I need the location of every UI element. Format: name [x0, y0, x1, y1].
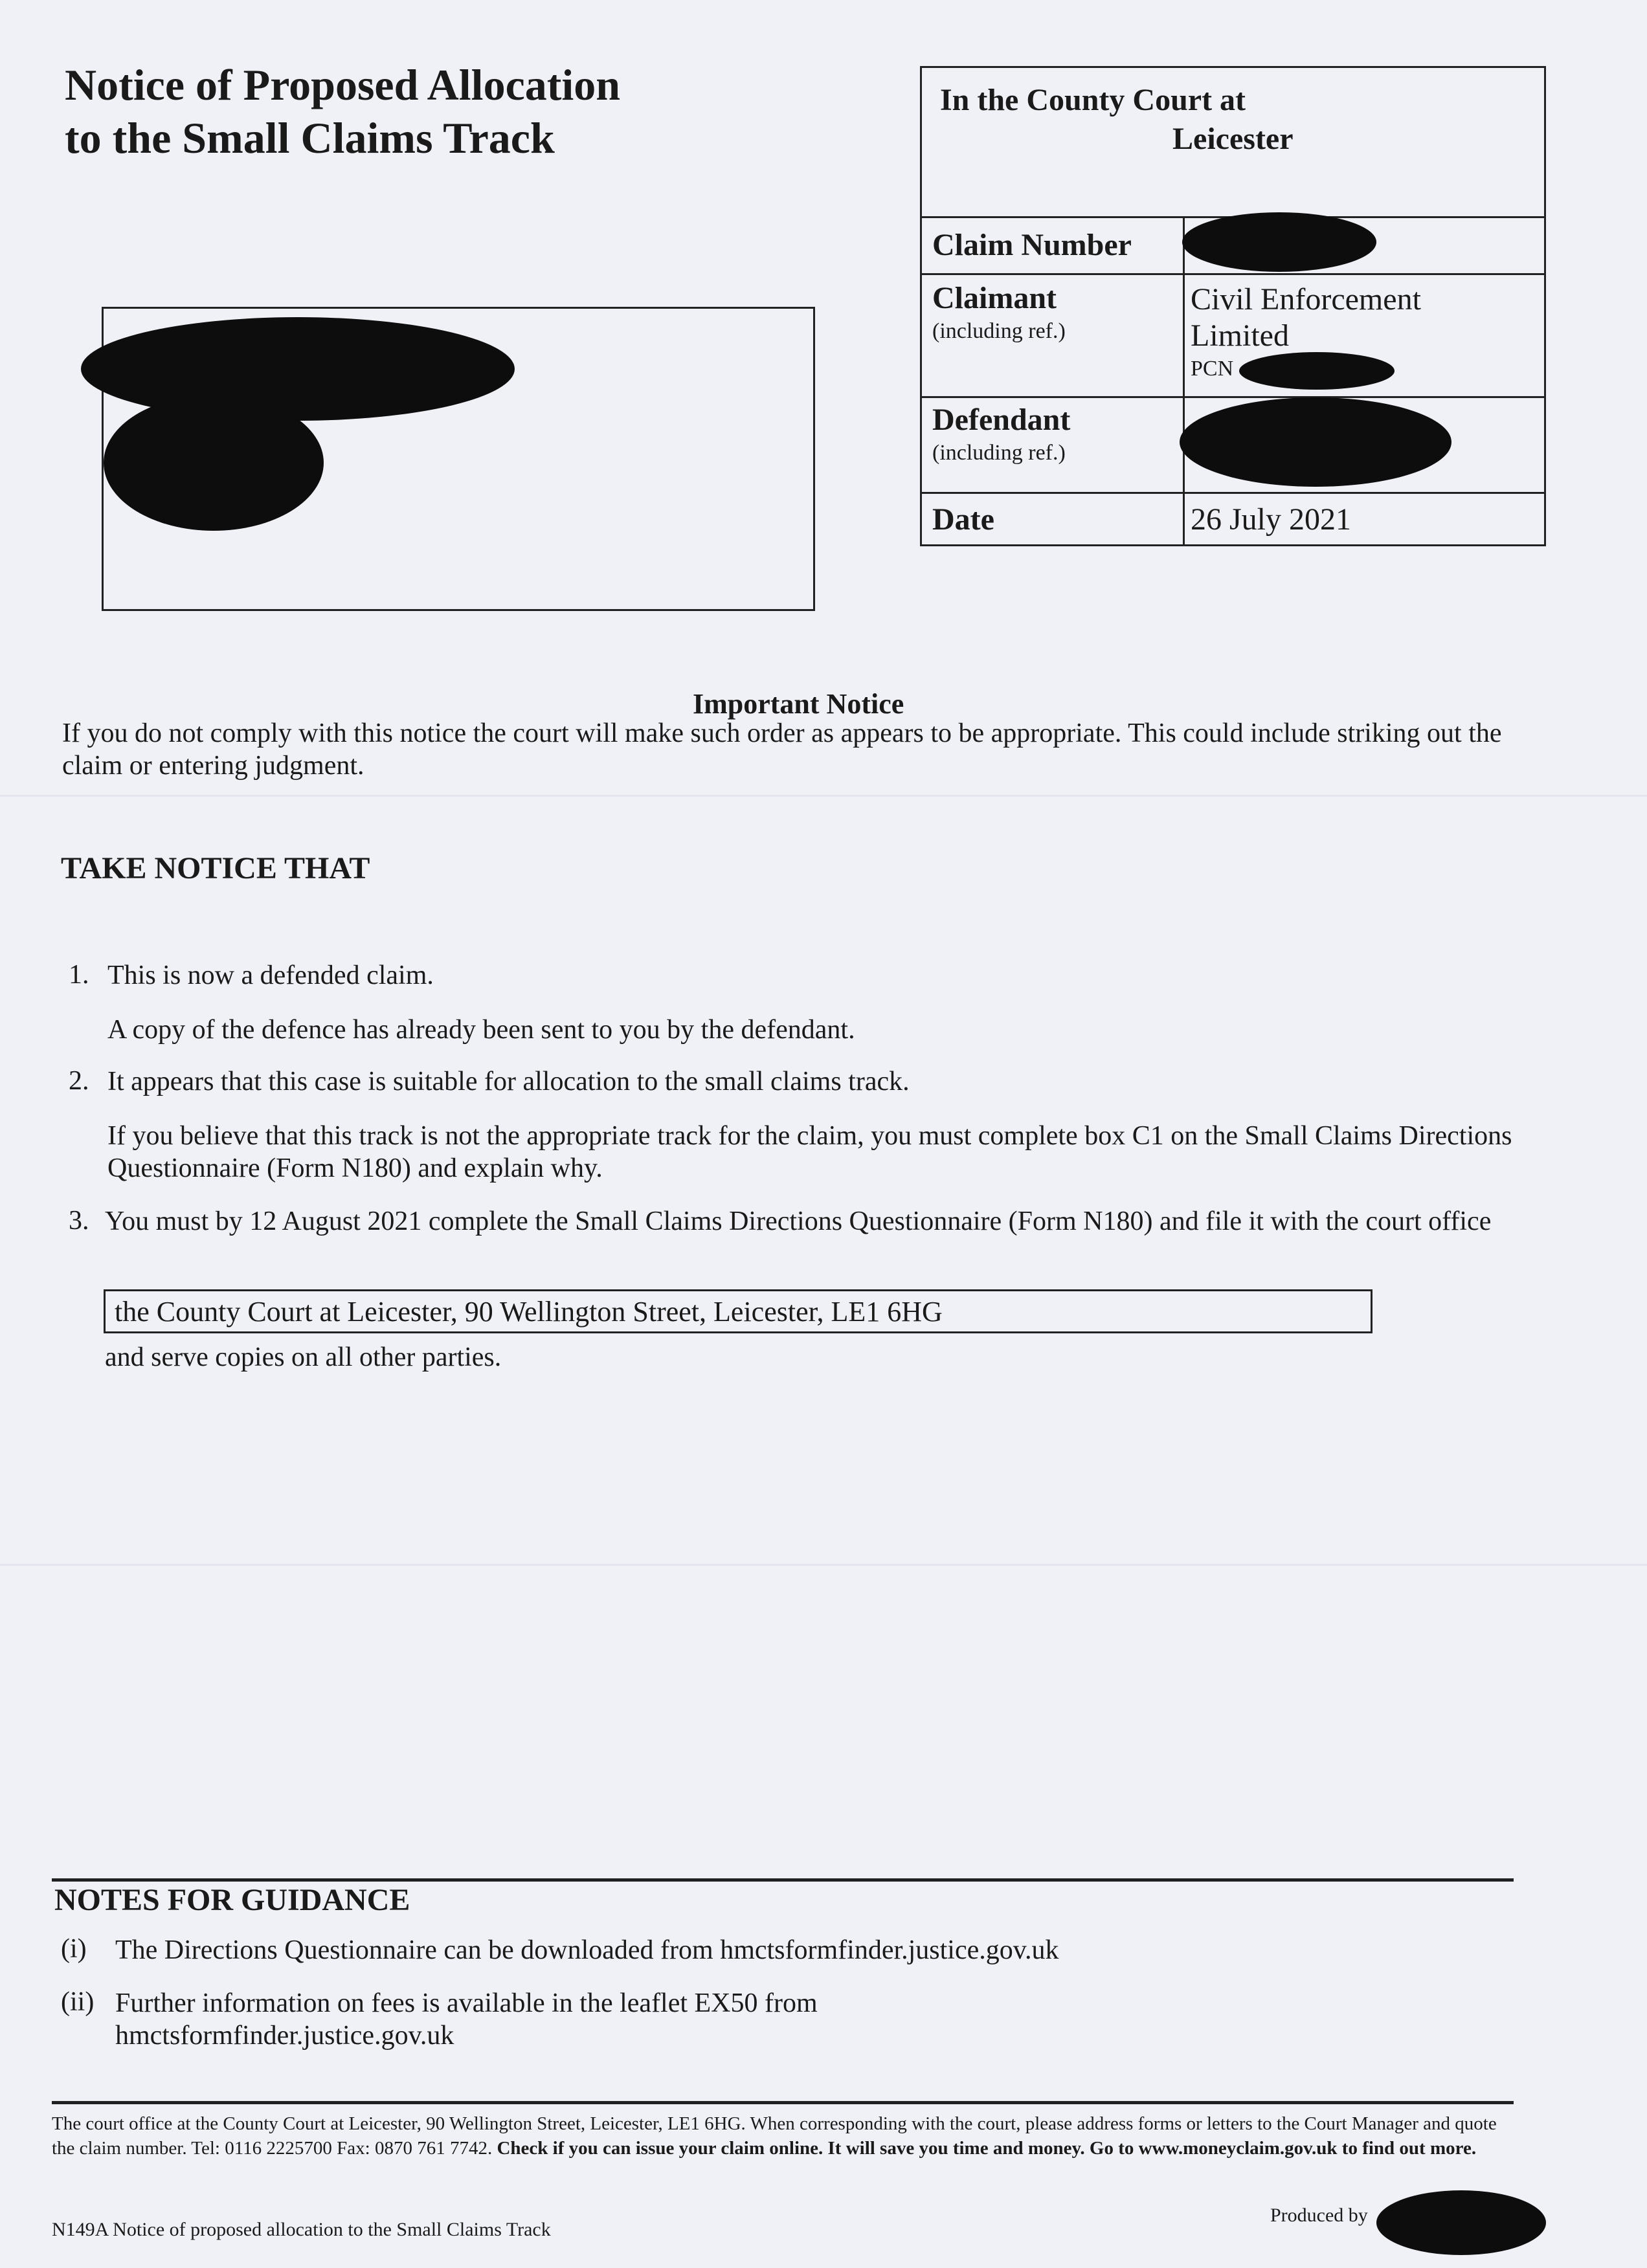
important-notice-title: Important Notice [693, 688, 904, 720]
item-subtext: If you believe that this track is not the appropriate track for the claim, you must complete box C1 on the Small Claims Directions Questionnaire (Form N180) and explain why. [107, 1121, 1512, 1183]
title-line-2: to the Small Claims Track [65, 113, 555, 162]
redaction-mark [1239, 352, 1395, 390]
item-number: 2. [69, 1066, 89, 1096]
redaction-mark [81, 317, 515, 421]
claimant-label: Claimant [932, 281, 1057, 315]
claimant-name-line-2: Limited [1191, 318, 1289, 353]
important-notice-text: If you do not comply with this notice the court will make such order as appears to be appropriate. This could include striking out the claim or entering judgment. [62, 718, 1502, 781]
redaction-mark [104, 395, 324, 531]
court-name-cell [922, 68, 1544, 218]
note-number: (ii) [61, 1987, 95, 2017]
claimant-sublabel: (including ref.) [932, 319, 1066, 343]
fold-line [0, 1564, 1647, 1566]
date-row [922, 494, 1544, 546]
claimant-row [922, 275, 1544, 398]
court-location: Leicester [1172, 122, 1294, 156]
defendant-label: Defendant [932, 403, 1071, 437]
note-text: Further information on fees is available in the leaflet EX50 from hmctsformfinder.justice.gov.uk [115, 1988, 818, 2051]
note-number: (i) [61, 1934, 87, 1964]
item-number: 3. [69, 1206, 89, 1236]
redaction-mark [1376, 2190, 1546, 2255]
redaction-mark [1180, 397, 1451, 487]
footer-text [52, 2111, 1516, 2161]
title-line-1: Notice of Proposed Allocation [65, 60, 621, 109]
item-text: This is now a defended claim. [107, 961, 434, 990]
claimant-ref-prefix: PCN [1191, 357, 1234, 381]
court-office-box [104, 1289, 1372, 1333]
divider [52, 1878, 1514, 1882]
footer-plain: The court office at the County Court at Leicester, 90 Wellington Street, Leicester, LE1 6HG. When corresponding with the court, please address forms or letters to the Court Manager and quote the claim number. Tel: 0116 2225700 Fax: 0870 761 7742. [52, 2113, 1497, 2159]
item-number: 1. [69, 960, 89, 990]
take-notice-heading: TAKE NOTICE THAT [61, 851, 370, 885]
form-id: N149A Notice of proposed allocation to the Small Claims Track [52, 2219, 551, 2240]
divider [52, 2101, 1514, 2104]
court-office-address: the County Court at Leicester, 90 Wellington Street, Leicester, LE1 6HG [115, 1296, 943, 1328]
item-text: You must by 12 August 2021 complete the Small Claims Directions Questionnaire (Form N180) and file it with the court office [105, 1206, 1492, 1236]
fold-line [0, 795, 1647, 797]
item-subtext: and serve copies on all other parties. [105, 1342, 502, 1372]
note-text: The Directions Questionnaire can be downloaded from hmctsformfinder.justice.gov.uk [115, 1935, 1059, 1965]
page-title [65, 58, 620, 164]
defendant-sublabel: (including ref.) [932, 441, 1066, 465]
produced-by-label: Produced by [1270, 2205, 1368, 2226]
footer-bold: Check if you can issue your claim online. It will save you time and money. Go to www.moneyclaim.gov.uk to find out more. [497, 2138, 1477, 2159]
item-text: It appears that this case is suitable for allocation to the small claims track. [107, 1067, 910, 1096]
notes-heading: NOTES FOR GUIDANCE [54, 1883, 410, 1917]
date-value: 26 July 2021 [1191, 502, 1352, 537]
date-label: Date [932, 502, 994, 537]
court-label: In the County Court at [940, 83, 1246, 117]
item-subtext: A copy of the defence has already been sent to you by the defendant. [107, 1015, 855, 1045]
claim-number-label: Claim Number [932, 228, 1132, 262]
claimant-name-line-1: Civil Enforcement [1191, 282, 1421, 317]
redaction-mark [1182, 212, 1376, 272]
